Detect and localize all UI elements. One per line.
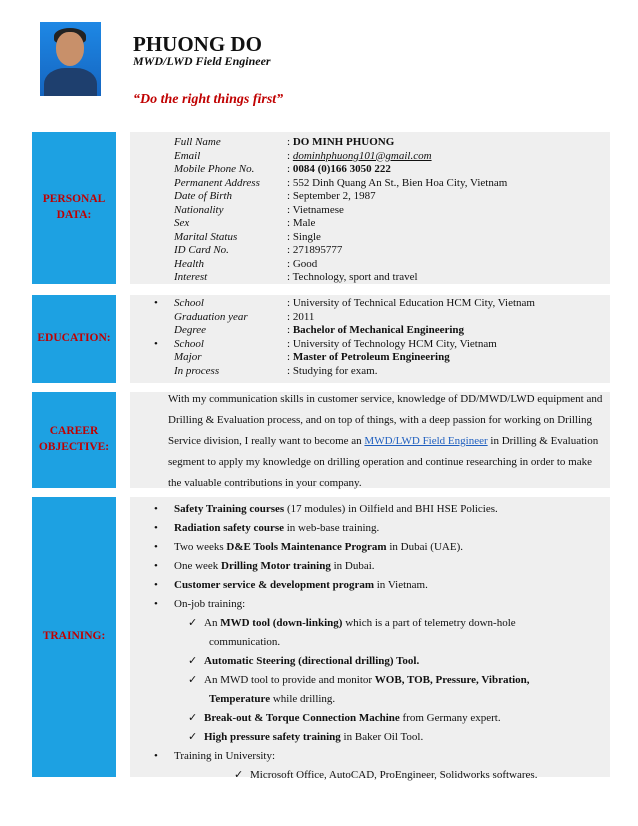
- training-panel: [130, 497, 610, 781]
- training-subitem: ✓ Automatic Steering (directional drilling) Tool.: [154, 652, 537, 671]
- check-icon: ✓: [234, 769, 244, 781]
- check-icon: ✓: [188, 712, 198, 724]
- personal-row: Sex : Male: [174, 217, 316, 229]
- education-row: • School : University of Technology HCM City, Vietnam: [154, 337, 497, 350]
- training-subitem-cont: Temperature while drilling.: [209, 693, 336, 705]
- personal-panel: [130, 132, 610, 284]
- personal-row: Date of Birth : September 2, 1987: [174, 190, 376, 202]
- education-row: • School : University of Technical Education HCM City, Vietnam: [154, 297, 535, 309]
- training-item: • Two weeks D&E Tools Maintenance Program in Dubai (UAE).: [154, 541, 463, 553]
- personal-row: Marital Status : Single: [174, 230, 321, 243]
- education-list: [154, 297, 535, 378]
- training-item: • Safety Training courses (17 modules) in Oilfield and BHI HSE Policies.: [154, 503, 498, 515]
- section-label-education: EDUCATION:: [32, 295, 116, 383]
- personal-row: Interest : Technology, sport and travel: [174, 271, 418, 283]
- training-item: • Customer service & development program in Vietnam.: [154, 579, 428, 591]
- education-row: Major : Master of Petroleum Engineering: [174, 351, 450, 363]
- education-panel: [130, 295, 610, 383]
- training-list: [154, 500, 537, 785]
- training-item: • Training in University:: [154, 750, 276, 762]
- personal-row: Mobile Phone No. : 0084 (0)166 3050 222: [174, 163, 391, 175]
- candidate-name: PHUONG DO: [133, 32, 262, 56]
- training-subitem: ✓ An MWD tool (down-linking) which is a part of telemetry down-hole: [154, 614, 537, 633]
- training-item: • On-job training:: [154, 598, 246, 610]
- education-row: Graduation year : 2011: [174, 310, 315, 323]
- profile-photo: [40, 22, 101, 96]
- training-subitem: ✓ Microsoft Office, AutoCAD, ProEngineer, Solidworks softwares.: [154, 766, 537, 785]
- personal-data-list: [174, 136, 507, 285]
- check-icon: ✓: [188, 617, 198, 629]
- personal-row: ID Card No. : 271895777: [174, 244, 343, 256]
- motto: “Do the right things first”: [133, 92, 284, 107]
- check-icon: ✓: [188, 674, 198, 686]
- personal-row: Nationality : Vietnamese: [174, 203, 344, 216]
- training-subitem-cont: communication.: [209, 636, 281, 648]
- training-subitem: ✓ Break-out & Torque Connection Machine from Germany expert.: [154, 709, 537, 728]
- personal-row: Health : Good: [174, 257, 318, 270]
- education-row: Degree : Bachelor of Mechanical Engineering: [174, 324, 465, 336]
- training-item: • One week Drilling Motor training in Dubai.: [154, 560, 375, 572]
- check-icon: ✓: [188, 731, 198, 743]
- section-label-career: CAREER OBJECTIVE:: [32, 392, 116, 488]
- target-role-link[interactable]: MWD/LWD Field Engineer: [364, 435, 488, 447]
- career-panel: [130, 392, 610, 488]
- job-title: MWD/LWD Field Engineer: [133, 54, 271, 68]
- education-row: In process : Studying for exam.: [174, 364, 378, 377]
- section-label-personal: PERSONAL DATA:: [32, 132, 116, 284]
- section-label-training: TRAINING:: [32, 497, 116, 777]
- training-subitem: ✓ An MWD tool to provide and monitor WOB, TOB, Pressure, Vibration,: [154, 671, 537, 690]
- personal-row: Email : dominhphuong101@gmail.com: [174, 149, 432, 162]
- career-objective-text: With my communication skills in customer service, knowledge of DD/MWD/LWD equipment and Drilling & Evaluation process, and on top of things, with a deep passion for working on Drilling Service division, I really want to become an MWD/LWD Field Engineer in Drilling & Evaluation segment to apply my knowledge on drilling operation and continue researching in order to make the valuable contributions in your company.: [168, 393, 603, 489]
- personal-row: Permanent Address : 552 Dinh Quang An St., Bien Hoa City, Vietnam: [174, 176, 508, 189]
- training-item: • Radiation safety course in web-base training.: [154, 522, 380, 534]
- personal-row: Full Name : DO MINH PHUONG: [174, 136, 395, 148]
- training-subitem: ✓ High pressure safety training in Baker Oil Tool.: [154, 728, 537, 747]
- email-link[interactable]: dominhphuong101@gmail.com: [292, 149, 432, 162]
- check-icon: ✓: [188, 655, 198, 667]
